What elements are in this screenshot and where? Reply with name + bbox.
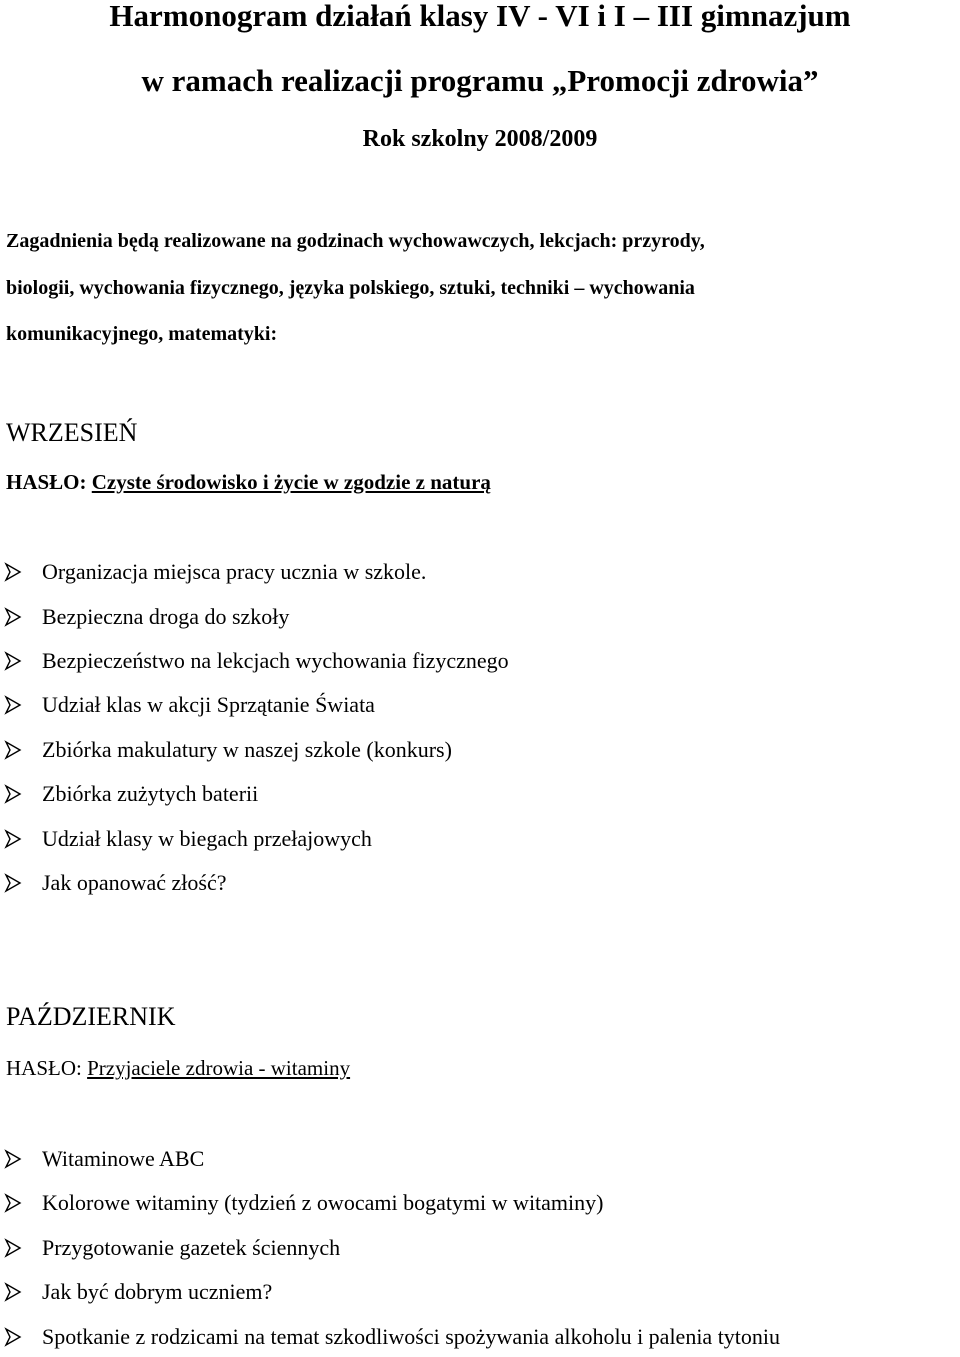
list-item-text: Przygotowanie gazetek ściennych	[42, 1235, 341, 1260]
list-item	[4, 780, 258, 808]
arrowhead-bullet-icon	[4, 829, 22, 849]
list-item-text: Bezpieczeństwo na lekcjach wychowania fizycznego	[42, 648, 509, 673]
arrowhead-bullet-icon	[4, 607, 22, 627]
list-item	[4, 1189, 603, 1217]
list-item	[4, 1145, 204, 1173]
list-item	[4, 558, 426, 586]
arrowhead-bullet-icon	[4, 1149, 22, 1169]
arrowhead-bullet-icon	[4, 1282, 22, 1302]
arrowhead-bullet-icon	[4, 651, 22, 671]
arrowhead-bullet-icon	[4, 784, 22, 804]
slogan-text: Przyjaciele zdrowia - witaminy	[87, 1056, 351, 1080]
slogan-label: HASŁO:	[6, 1056, 88, 1080]
slogan-october	[6, 1056, 350, 1081]
arrowhead-bullet-icon	[4, 1327, 22, 1347]
list-item-text: Zbiórka makulatury w naszej szkole (konkurs)	[42, 737, 452, 762]
arrowhead-bullet-icon	[4, 873, 22, 893]
month-heading-september: WRZESIEŃ	[6, 418, 138, 447]
arrowhead-bullet-icon	[4, 562, 22, 582]
list-item-text: Zbiórka zużytych baterii	[42, 781, 259, 806]
list-item	[4, 1278, 272, 1306]
document-title-line-2: w ramach realizacji programu „Promocji zdrowia”	[141, 63, 819, 98]
list-item	[4, 603, 289, 631]
list-item-text: Witaminowe ABC	[42, 1146, 205, 1171]
list-item-text: Organizacja miejsca pracy ucznia w szkole.	[42, 559, 427, 584]
document-title-line-1: Harmonogram działań klasy IV - VI i I – III gimnazjum	[109, 0, 851, 33]
arrowhead-bullet-icon	[4, 1238, 22, 1258]
list-item	[4, 869, 226, 897]
arrowhead-bullet-icon	[4, 740, 22, 760]
arrowhead-bullet-icon	[4, 1193, 22, 1213]
slogan-text: Czyste środowisko i życie w zgodzie z naturą	[91, 470, 491, 494]
list-item-text: Udział klas w akcji Sprzątanie Świata	[42, 692, 375, 717]
list-item-text: Spotkanie z rodzicami na temat szkodliwości spożywania alkoholu i palenia tytoniu	[42, 1324, 781, 1349]
intro-line-2: biologii, wychowania fizycznego, języka polskiego, sztuki, techniki – wychowania	[6, 277, 695, 299]
list-item	[4, 736, 452, 764]
list-item	[4, 825, 372, 853]
month-heading-october: PAŹDZIERNIK	[6, 1002, 176, 1031]
list-item-text: Jak być dobrym uczniem?	[42, 1279, 273, 1304]
list-item-text: Bezpieczna droga do szkoły	[42, 604, 290, 629]
list-item	[4, 1323, 780, 1351]
list-item	[4, 1234, 340, 1262]
slogan-september	[6, 470, 491, 495]
intro-line-3: komunikacyjnego, matematyki:	[6, 323, 278, 345]
list-item-text: Udział klasy w biegach przełajowych	[42, 826, 372, 851]
arrowhead-bullet-icon	[4, 695, 22, 715]
list-item	[4, 647, 509, 675]
intro-line-1: Zagadnienia będą realizowane na godzinach wychowawczych, lekcjach: przyrody,	[6, 230, 705, 252]
list-item-text: Kolorowe witaminy (tydzień z owocami bogatymi w witaminy)	[42, 1190, 604, 1215]
list-item	[4, 691, 375, 719]
list-item-text: Jak opanować złość?	[42, 870, 227, 895]
school-year: Rok szkolny 2008/2009	[362, 126, 598, 152]
slogan-label: HASŁO:	[6, 470, 92, 494]
